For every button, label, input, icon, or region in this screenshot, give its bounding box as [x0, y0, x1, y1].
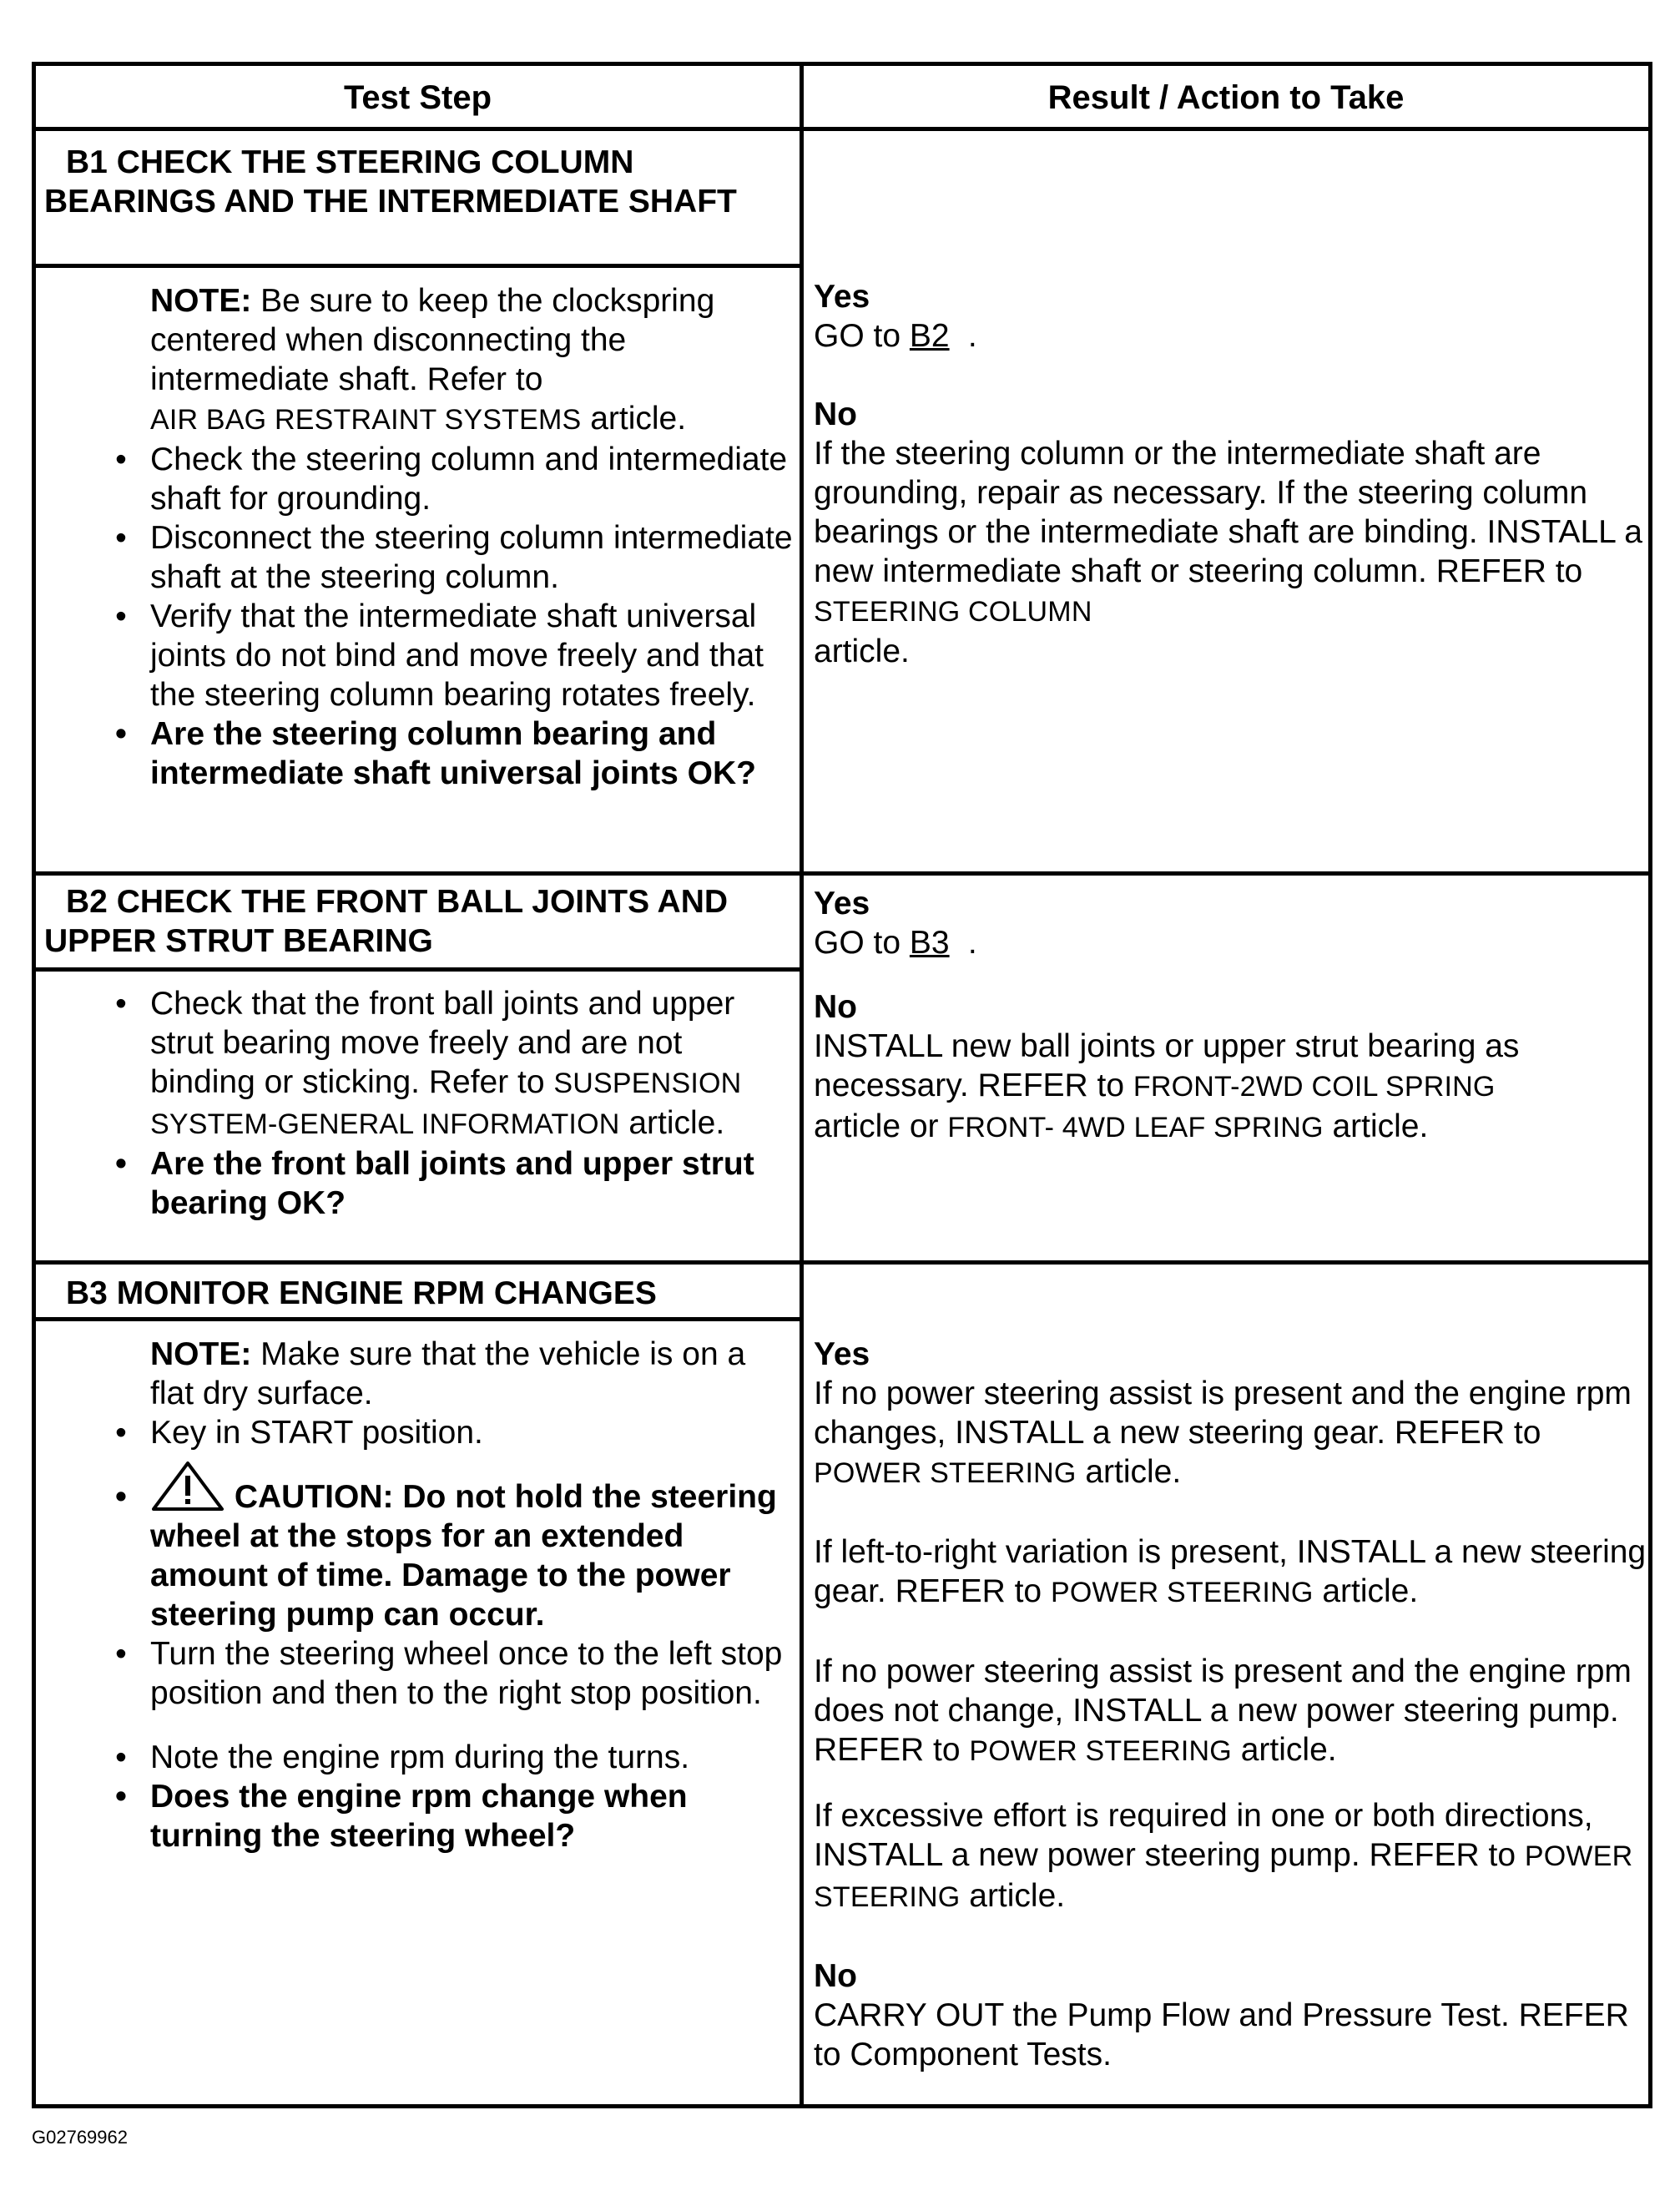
power-steering-reference: POWER STEERING — [1050, 1577, 1314, 1608]
no-tail: article. — [814, 634, 910, 669]
note-text: Be sure to keep the clockspring centered when disconnecting the intermediate shaft. Refer to — [150, 283, 715, 397]
b1-steps — [115, 281, 793, 793]
b3-yes-p4: If excessive effort is required in one or both directions, INSTALL a new power steering pump. REFER to POWER STEERING article. — [814, 1798, 1633, 1914]
link-b2[interactable]: B2 — [909, 318, 950, 354]
no-tail: article. — [1332, 1108, 1429, 1144]
b1-no-action — [814, 434, 1648, 671]
b2-no-label: No — [814, 989, 857, 1025]
b2-bullet-1: • Check that the front ball joints and upper strut bearing move freely and are not binding or sticking. Refer to SUSPENSION SYSTEM-GENERAL INFORMATION article. — [150, 984, 793, 1144]
header-result-action: Result / Action to Take — [1047, 79, 1405, 116]
b2-yes-label: Yes — [814, 886, 870, 921]
b3-note — [150, 1335, 793, 1413]
note-label: NOTE: — [150, 1336, 252, 1372]
b2-no-action — [814, 1027, 1648, 1148]
b3-no-label: No — [814, 1958, 857, 1994]
b2-question: • Are the front ball joints and upper strut bearing OK? — [150, 1144, 793, 1223]
coil-spring-reference: FRONT-2WD COIL SPRING — [1133, 1071, 1496, 1103]
b1-end-rule — [36, 871, 1648, 876]
note-label: NOTE: — [150, 283, 252, 319]
b2-result — [814, 884, 1648, 1148]
b3-yes-p3: If no power steering assist is present and the engine rpm does not change, INSTALL a new power steering pump. REFER to POWER STEERING article. — [814, 1653, 1632, 1768]
bullet: • — [115, 986, 127, 1022]
b1-result — [814, 277, 1648, 671]
diagnostic-table — [32, 62, 1652, 2108]
steering-column-reference: STEERING COLUMN — [814, 596, 1092, 628]
no-text: INSTALL new ball joints or upper strut bearing as necessary. REFER to — [814, 1028, 1520, 1103]
b2-title: B2 CHECK THE FRONT BALL JOINTS AND UPPER STRUT BEARING — [44, 884, 729, 959]
b3-question: • Does the engine rpm change when turning the steering wheel? — [150, 1777, 793, 1855]
warning-triangle-icon — [150, 1461, 225, 1512]
power-steering-reference: POWER STEERING — [814, 1840, 1633, 1913]
b1-question: • Are the steering column bearing and intermediate shaft universal joints OK? — [150, 714, 793, 793]
bullet: • — [115, 1739, 127, 1775]
b1-bullet-2: • Disconnect the steering column intermediate shaft at the steering column. — [150, 518, 793, 597]
b1-yes-label: Yes — [814, 279, 870, 315]
b1-yes-action: GO to B2 . — [814, 318, 977, 354]
b2-end-rule — [36, 1260, 1648, 1265]
bullet: • — [115, 1479, 127, 1515]
b2-steps — [115, 984, 793, 1223]
b1-no-label: No — [814, 396, 857, 432]
suspension-reference: SUSPENSION SYSTEM-GENERAL INFORMATION — [150, 1068, 742, 1140]
b1-title: B1 CHECK THE STEERING COLUMN BEARINGS AND THE INTERMEDIATE SHAFT — [44, 144, 737, 220]
bullet: • — [115, 598, 127, 634]
b1-title-rule — [36, 264, 800, 268]
b3-title: B3 MONITOR ENGINE RPM CHANGES — [66, 1275, 657, 1311]
bullet: • — [115, 1779, 127, 1815]
b3-caution — [115, 1461, 793, 1634]
b2-yes-action: GO to B3 . — [814, 925, 977, 961]
no-mid: article or — [814, 1108, 939, 1144]
power-steering-reference: POWER STEERING — [969, 1735, 1232, 1767]
b3-title-rule — [36, 1317, 800, 1321]
b1-note — [150, 281, 793, 440]
b3-result — [814, 1335, 1648, 2074]
figure-id: G02769962 — [32, 2127, 128, 2148]
b3-bullet-3: • Note the engine rpm during the turns. — [150, 1738, 793, 1777]
bullet: • — [115, 716, 127, 752]
leaf-spring-reference: FRONT- 4WD LEAF SPRING — [947, 1112, 1324, 1143]
b1-bullet-1: • Check the steering column and intermediate shaft for grounding. — [150, 440, 793, 518]
note-tail: article. — [590, 401, 687, 437]
power-steering-reference: POWER STEERING — [814, 1457, 1077, 1489]
note-text: Make sure that the vehicle is on a flat dry surface. — [150, 1336, 746, 1411]
go-to-text: GO to — [814, 925, 901, 961]
b3-no-action: CARRY OUT the Pump Flow and Pressure Test. REFER to Component Tests. — [814, 1997, 1629, 2072]
b3-yes-p1: If no power steering assist is present and the engine rpm changes, INSTALL a new steering gear. REFER to POWER STEERING article. — [814, 1376, 1632, 1490]
b2-title-rule — [36, 967, 800, 972]
bullet: • — [115, 520, 127, 556]
b1-bullet-3: • Verify that the intermediate shaft universal joints do not bind and move freely and that the steering column bearing rotates freely. — [150, 597, 793, 714]
b3-yes-label: Yes — [814, 1336, 870, 1372]
no-text: If the steering column or the intermediate shaft are grounding, repair as necessary. If the steering column bearings or the intermediate shaft are binding. INSTALL a new intermediate shaft or steering column. REFER to — [814, 436, 1642, 589]
column-divider — [800, 66, 804, 2104]
link-b3[interactable]: B3 — [909, 925, 950, 961]
caution-text: CAUTION: Do not hold the steering wheel at the stops for an extended amount of time. Damage to the power steering pump can occur. — [150, 1479, 777, 1633]
go-to-text: GO to — [814, 318, 901, 354]
header-test-step: Test Step — [343, 79, 492, 116]
header-rule — [36, 127, 1648, 131]
bullet: • — [115, 1636, 127, 1672]
b3-steps — [115, 1335, 793, 1855]
b3-bullet-2: • Turn the steering wheel once to the left stop position and then to the right stop position. — [150, 1634, 793, 1713]
b3-bullet-1: • Key in START position. — [150, 1413, 793, 1452]
bullet: • — [115, 1146, 127, 1182]
bullet: • — [115, 442, 127, 477]
air-bag-reference: AIR BAG RESTRAINT SYSTEMS — [150, 404, 582, 436]
bullet: • — [115, 1415, 127, 1451]
b3-yes-p2: If left-to-right variation is present, INSTALL a new steering gear. REFER to POWER STEERING article. — [814, 1534, 1647, 1609]
